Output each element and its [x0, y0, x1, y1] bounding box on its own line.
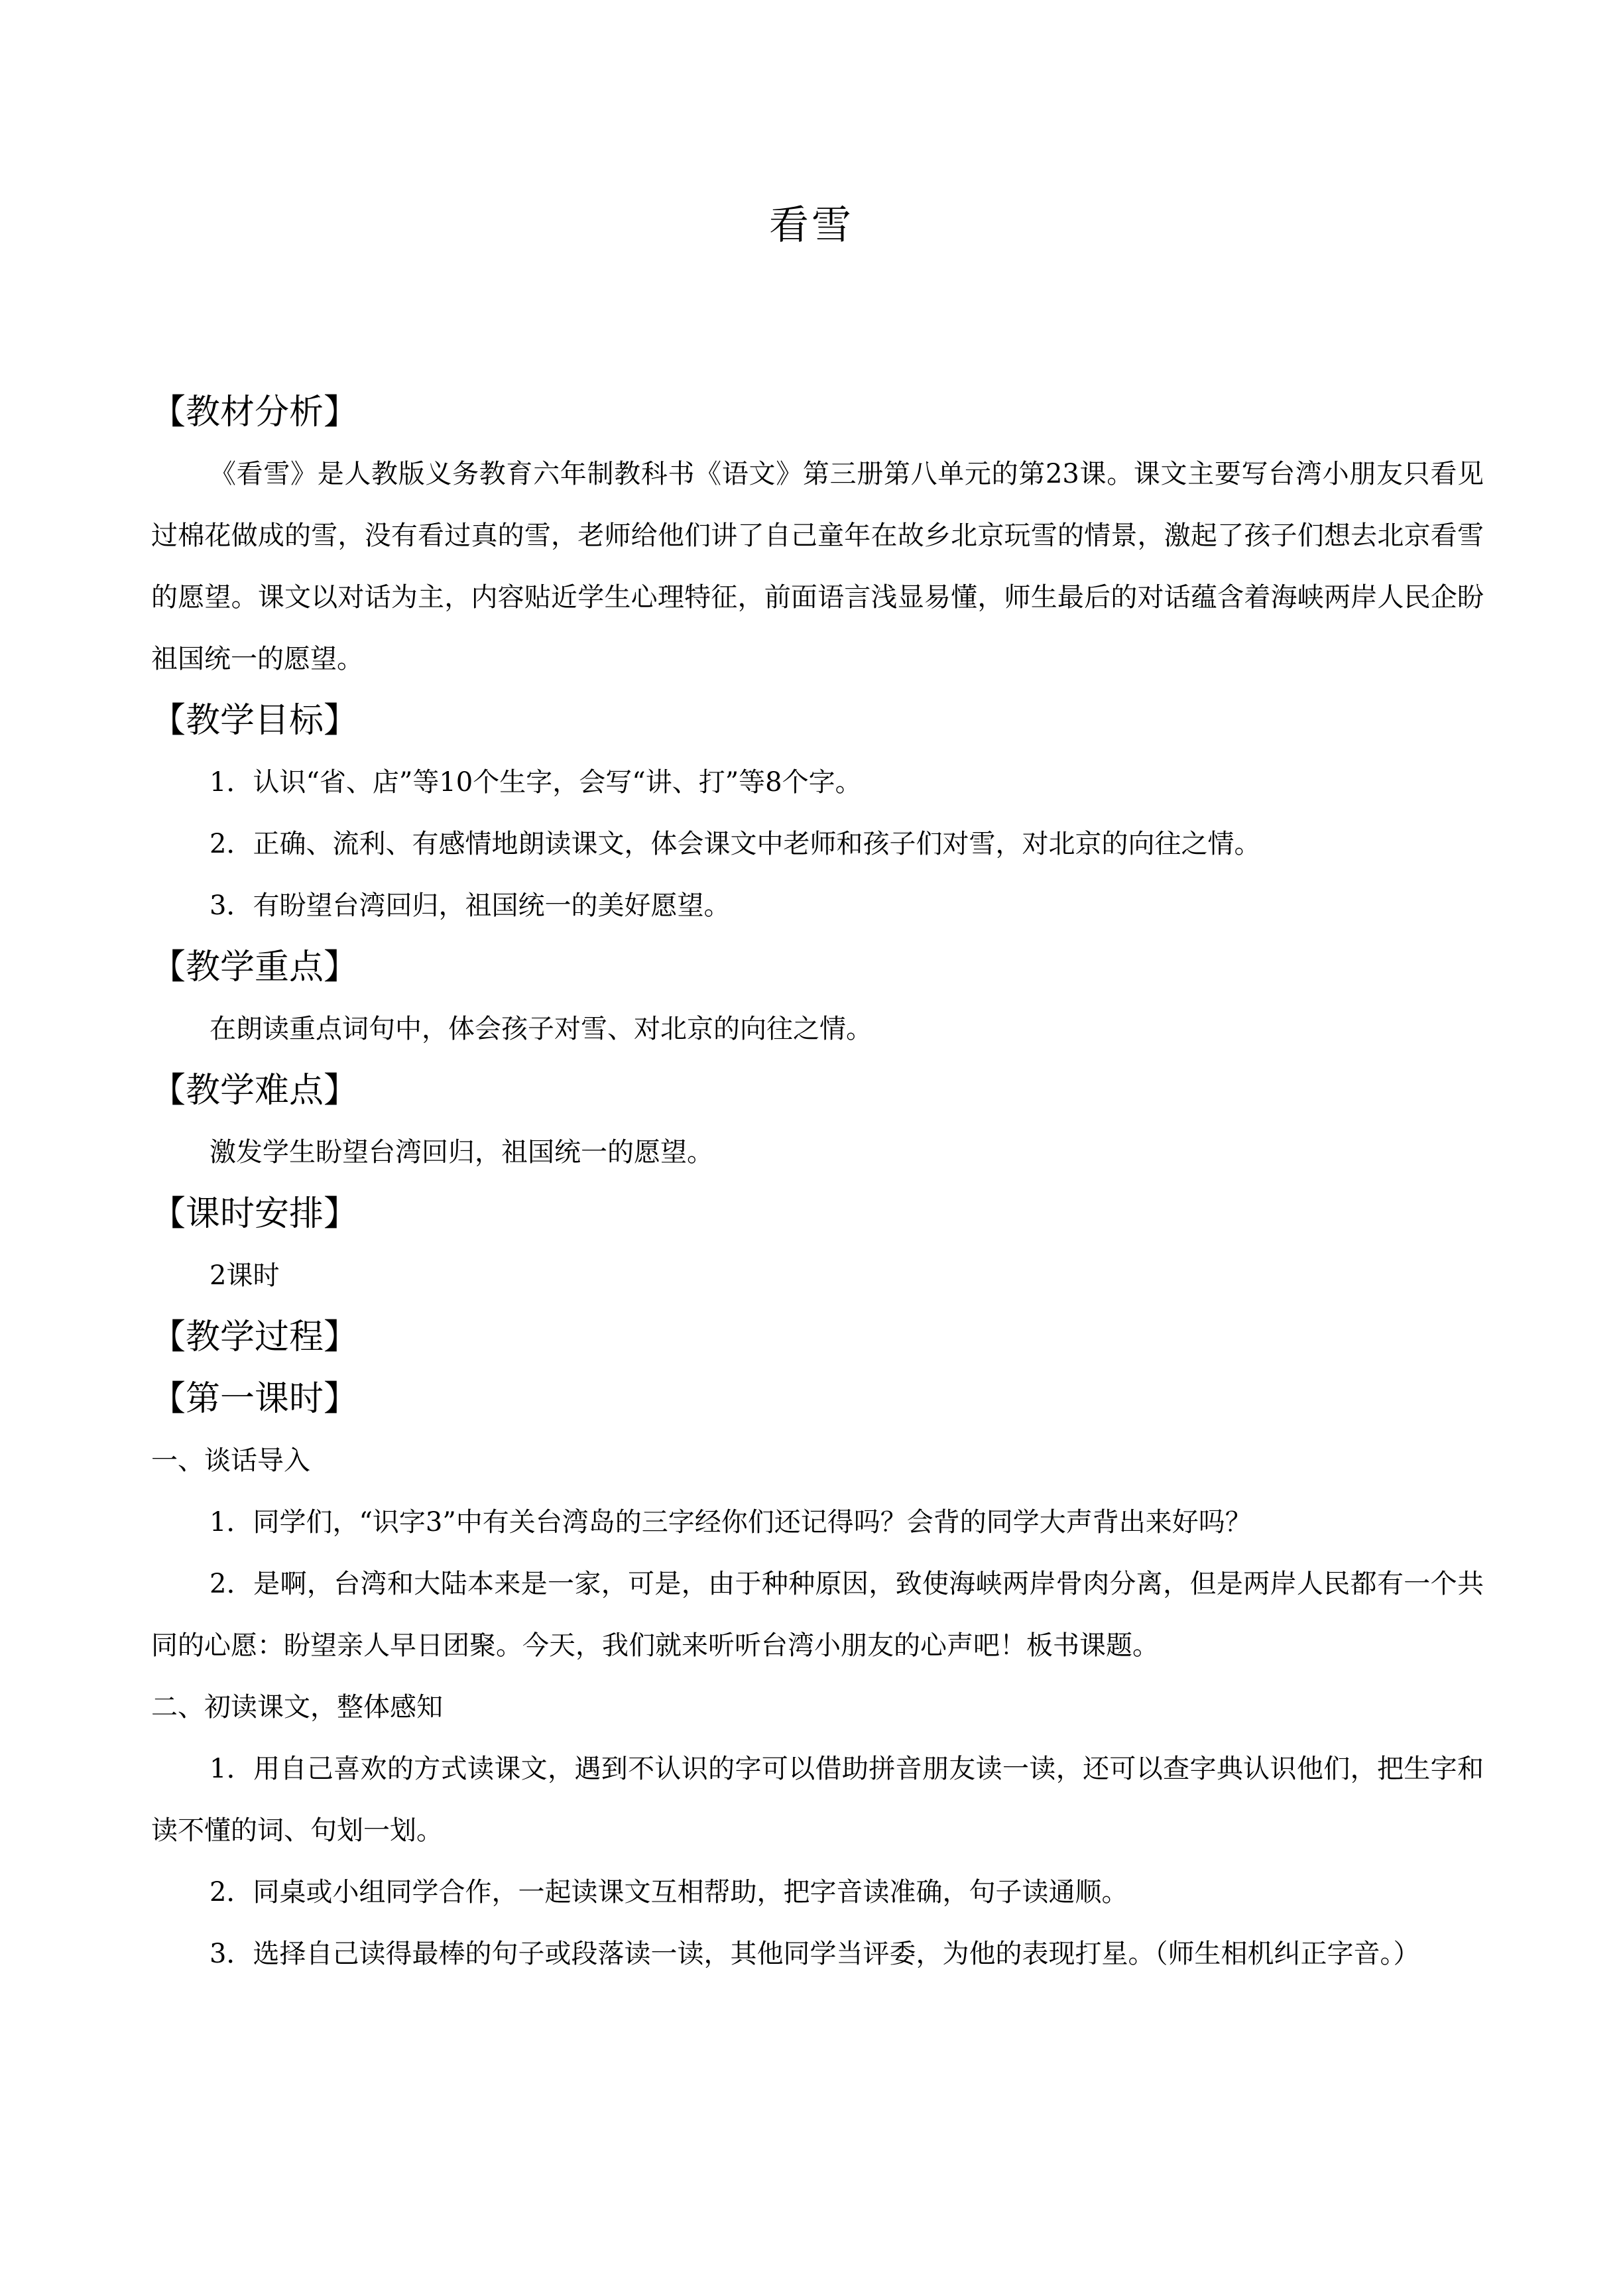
- key-points-text: 在朗读重点词句中，体会孩子对雪、对北京的向往之情。: [210, 1014, 872, 1044]
- key-points-heading: 【教学重点】: [151, 947, 359, 987]
- part1-item: 1．同学们，“识字3”中有关台湾岛的三字经你们还记得吗？会背的同学大声背出来好吗？: [210, 1507, 1252, 1538]
- part2-item: 3．选择自己读得最棒的句子或段落读一读，其他同学当评委，为他的表现打星。（师生相机纠正字音。）: [210, 1939, 1420, 1969]
- analysis-heading: 【教材分析】: [151, 393, 359, 432]
- goal-item: 2．正确、流利、有感情地朗读课文，体会课文中老师和孩子们对雪，对北京的向往之情。: [210, 829, 1261, 859]
- part1-title: 一、谈话导入: [151, 1445, 310, 1476]
- goals-heading: 【教学目标】: [151, 701, 359, 741]
- part2-item: 2．同桌或小组同学合作，一起读课文互相帮助，把字音读准确，句子读通顺。: [210, 1877, 1128, 1907]
- schedule-text: 2课时: [210, 1260, 280, 1291]
- goal-item: 1．认识“省、店”等10个生字，会写“讲、打”等8个字。: [210, 767, 862, 798]
- part1-item: 2．是啊，台湾和大陆本来是一家，可是，由于种种原因，致使海峡两岸骨肉分离，但是两岸人民都有一个共同的心愿：盼望亲人早日团聚。今天，我们就来听听台湾小朋友的心声吧！板书课题。: [151, 1569, 1484, 1661]
- document-body: [151, 382, 1484, 1985]
- goal-item: 3．有盼望台湾回归，祖国统一的美好愿望。: [210, 890, 731, 921]
- part2-title: 二、初读课文，整体感知: [151, 1692, 443, 1722]
- analysis-paragraph: 《看雪》是人教版义务教育六年制教科书《语文》第三册第八单元的第23课。课文主要写台湾小朋友只看见过棉花做成的雪，没有看过真的雪，老师给他们讲了自己童年在故乡北京玩雪的情景，激起了孩子们想去北京看雪的愿望。课文以对话为主，内容贴近学生心理特征，前面语言浅显易懂，师生最后的对话蕴含着海峡两岸人民企盼祖国统一的愿望。: [151, 459, 1484, 674]
- page-title: 看雪: [769, 202, 854, 249]
- schedule-heading: 【课时安排】: [151, 1194, 359, 1234]
- difficulty-text: 激发学生盼望台湾回归，祖国统一的愿望。: [210, 1137, 713, 1168]
- difficulty-heading: 【教学难点】: [151, 1071, 359, 1111]
- process-heading: 【教学过程】: [151, 1317, 359, 1357]
- part2-item: 1．用自己喜欢的方式读课文，遇到不认识的字可以借助拼音朋友读一读，还可以查字典认识他们，把生字和读不懂的词、句划一划。: [151, 1754, 1484, 1846]
- lesson1-heading: 【第一课时】: [151, 1379, 359, 1419]
